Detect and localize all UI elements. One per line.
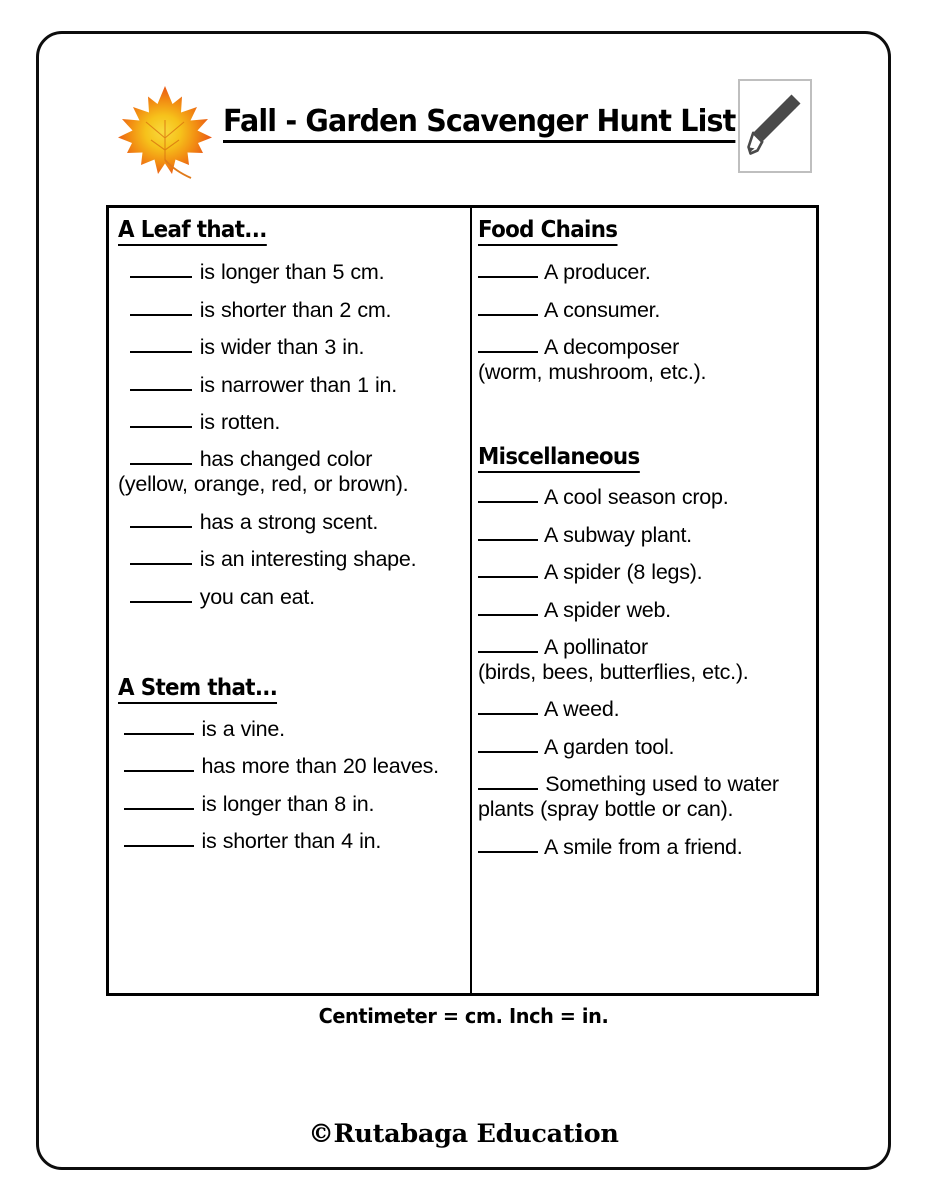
list-item[interactable] xyxy=(118,754,464,779)
list-item[interactable] xyxy=(118,829,464,854)
section-heading-row xyxy=(118,676,464,704)
answer-blank[interactable] xyxy=(478,651,538,653)
answer-blank[interactable] xyxy=(478,351,538,353)
list-item-label: has a strong scent. xyxy=(199,509,379,534)
list-item[interactable] xyxy=(478,835,810,860)
list-item[interactable] xyxy=(478,772,810,822)
list-item[interactable] xyxy=(118,447,464,497)
list-item-label: is wider than 3 in. xyxy=(199,335,365,360)
list-item[interactable] xyxy=(478,697,810,722)
answer-blank[interactable] xyxy=(478,276,538,278)
list-item-continuation: (birds, bees, butterflies, etc.). xyxy=(478,660,749,685)
list-item-label: A garden tool. xyxy=(544,734,675,759)
section-heading-food-chains: Food Chains xyxy=(478,218,617,246)
pencil-icon-box[interactable] xyxy=(738,79,812,173)
answer-blank[interactable] xyxy=(124,770,194,772)
list-item[interactable] xyxy=(478,523,810,548)
list-item-label: A producer. xyxy=(544,260,651,285)
section-heading-a-stem-that: A Stem that... xyxy=(118,676,277,704)
answer-blank[interactable] xyxy=(130,314,192,316)
list-item[interactable] xyxy=(118,373,464,398)
pencil-icon xyxy=(740,81,810,171)
list-item-label: A spider (8 legs). xyxy=(544,560,703,585)
list-item-label: A cool season crop. xyxy=(544,485,729,510)
list-item-label: is shorter than 4 in. xyxy=(201,829,382,854)
list-item-label: is narrower than 1 in. xyxy=(199,372,397,397)
list-item-label: has more than 20 leaves. xyxy=(201,754,439,779)
answer-blank[interactable] xyxy=(130,276,192,278)
list-item[interactable] xyxy=(478,335,810,385)
worksheet-header xyxy=(110,78,820,190)
list-item-label: A decomposer xyxy=(544,335,679,360)
list-item[interactable] xyxy=(478,735,810,760)
list-item-label: A subway plant. xyxy=(544,522,692,547)
list-item-continuation: plants (spray bottle or can). xyxy=(478,797,734,822)
answer-blank[interactable] xyxy=(124,808,194,810)
answer-blank[interactable] xyxy=(478,576,538,578)
answer-blank[interactable] xyxy=(130,601,192,603)
maple-leaf-icon xyxy=(115,82,215,187)
answer-blank[interactable] xyxy=(130,526,192,528)
answer-blank[interactable] xyxy=(478,713,538,715)
list-item[interactable] xyxy=(478,260,810,285)
answer-blank[interactable] xyxy=(130,463,192,465)
list-item-label: you can eat. xyxy=(199,584,315,609)
list-item-continuation: (worm, mushroom, etc.). xyxy=(478,360,707,385)
list-item[interactable] xyxy=(118,335,464,360)
list-item-label: has changed color xyxy=(199,447,373,472)
list-item-continuation: (yellow, orange, red, or brown). xyxy=(118,472,409,497)
list-item[interactable] xyxy=(118,510,464,535)
list-item[interactable] xyxy=(478,298,810,323)
list-item-label: A weed. xyxy=(544,697,620,722)
section-heading-row xyxy=(118,218,464,246)
list-item-label: is rotten. xyxy=(199,410,281,435)
list-item-label: A pollinator xyxy=(544,635,648,660)
list-item[interactable] xyxy=(118,585,464,610)
list-item[interactable] xyxy=(478,598,810,623)
units-legend: Centimeter = cm. Inch = in. xyxy=(318,1004,609,1028)
answer-blank[interactable] xyxy=(478,539,538,541)
answer-blank[interactable] xyxy=(124,845,194,847)
section-heading-row xyxy=(478,445,810,473)
page-title: Fall - Garden Scavenger Hunt List xyxy=(223,106,735,143)
list-item-label: A spider web. xyxy=(544,597,671,622)
list-item[interactable] xyxy=(118,260,464,285)
scavenger-hunt-table xyxy=(106,205,819,996)
answer-blank[interactable] xyxy=(478,788,538,790)
column-left xyxy=(109,208,472,993)
answer-blank[interactable] xyxy=(124,733,194,735)
list-item-label: Something used to water xyxy=(545,772,779,797)
list-item[interactable] xyxy=(118,792,464,817)
list-item[interactable] xyxy=(118,547,464,572)
list-item-label: is longer than 8 in. xyxy=(201,791,375,816)
list-item[interactable] xyxy=(118,717,464,742)
list-item[interactable] xyxy=(478,485,810,510)
answer-blank[interactable] xyxy=(130,426,192,428)
answer-blank[interactable] xyxy=(478,751,538,753)
answer-blank[interactable] xyxy=(478,501,538,503)
list-item-label: A smile from a friend. xyxy=(544,834,743,859)
list-item[interactable] xyxy=(118,410,464,435)
list-item-label: is shorter than 2 cm. xyxy=(199,297,392,322)
copyright-credit: ©Rutabaga Education xyxy=(308,1119,619,1149)
column-right xyxy=(472,208,816,993)
answer-blank[interactable] xyxy=(478,614,538,616)
section-heading-miscellaneous: Miscellaneous xyxy=(478,445,640,473)
answer-blank[interactable] xyxy=(130,351,192,353)
answer-blank[interactable] xyxy=(130,389,192,391)
section-heading-a-leaf-that: A Leaf that... xyxy=(118,218,267,246)
list-item-label: A consumer. xyxy=(544,297,661,322)
list-item[interactable] xyxy=(478,635,810,685)
answer-blank[interactable] xyxy=(478,851,538,853)
section-heading-row xyxy=(478,218,810,246)
answer-blank[interactable] xyxy=(478,314,538,316)
list-item-label: is longer than 5 cm. xyxy=(199,260,385,285)
list-item[interactable] xyxy=(118,298,464,323)
list-item-label: is an interesting shape. xyxy=(199,547,417,572)
list-item[interactable] xyxy=(478,560,810,585)
list-item-label: is a vine. xyxy=(201,716,285,741)
answer-blank[interactable] xyxy=(130,563,192,565)
